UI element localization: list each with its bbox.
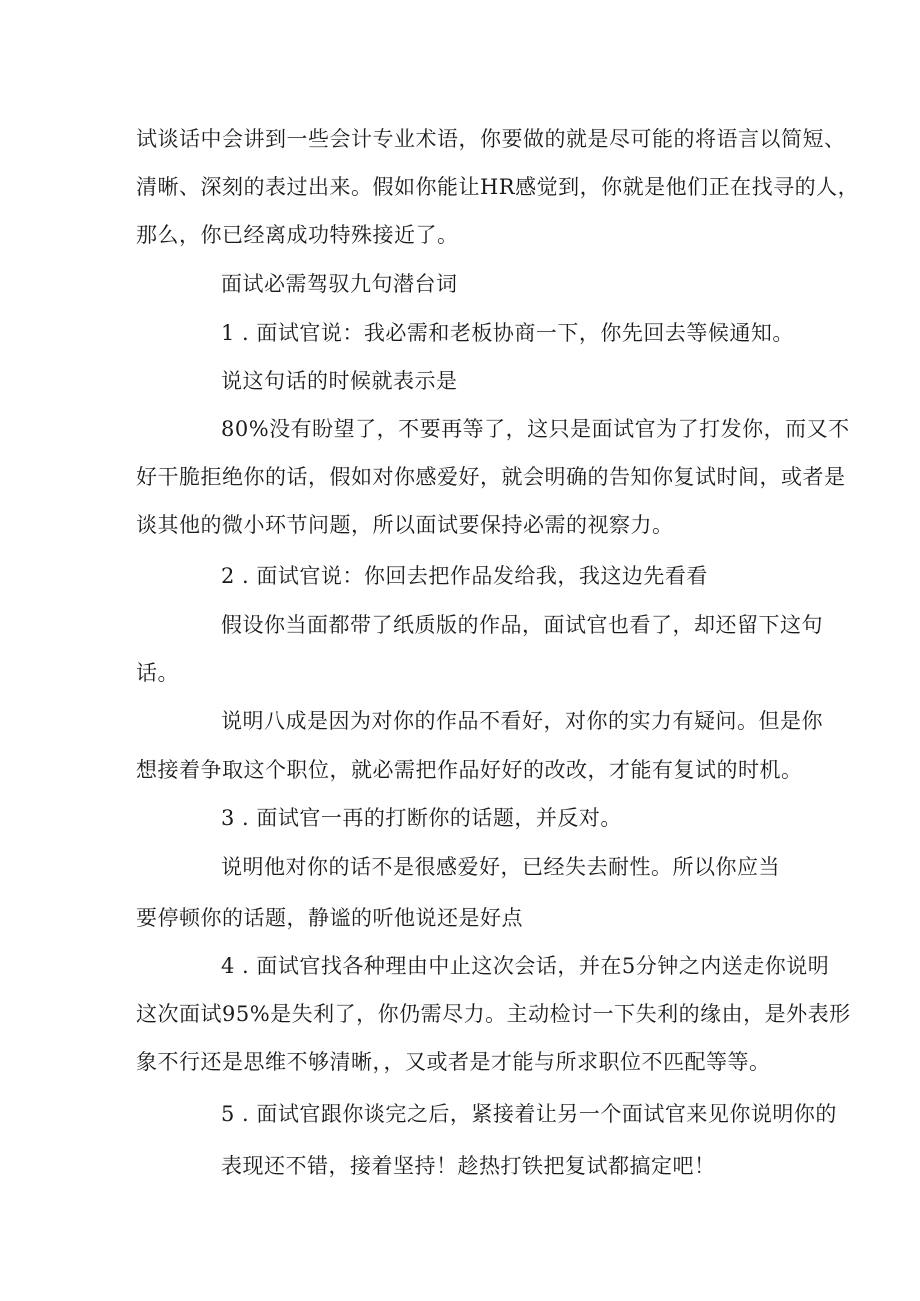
paragraph-line: 假设你当面都带了纸质版的作品，面试官也看了，却还留下这句 [221,613,823,637]
paragraph-line: 80%没有盼望了，不要再等了，这只是面试官为了打发你，而又不 [221,417,850,441]
list-item-5: 5 . 面试官跟你谈完之后，紧接着让另一个面试官来见你说明你的 [221,1102,837,1126]
paragraph-line: 好干脆拒绝你的话，假如对你感爱好，就会明确的告知你复试时间，或者是 [136,465,846,489]
paragraph-line: 说这句话的时候就表示是 [221,369,458,393]
paragraph-line: 想接着争取这个职位，就必需把作品好好的改改，才能有复试的时机。 [136,758,803,782]
paragraph-line: 谈其他的微小环节问题，所以面试要保持必需的视察力。 [136,513,674,537]
paragraph-line: 表现还不错，接着坚持！趁热打铁把复试都搞定吧！ [221,1154,716,1178]
list-item-4: 4 . 面试官找各种理由中止这次会话，并在5分钟之内送走你说明 [221,954,830,978]
list-item-2: 2 . 面试官说：你回去把作品发给我，我这边先看看 [221,564,708,588]
paragraph-line: 说明八成是因为对你的作品不看好，对你的实力有疑问。但是你 [221,709,823,733]
list-item-3: 3 . 面试官一再的打断你的话题，并反对。 [221,806,622,830]
paragraph-line: 试谈话中会讲到一些会计专业术语，你要做的就是尽可能的将语言以简短、 [136,127,846,151]
paragraph-line: 清晰、深刻的表过出来。假如你能让HR感觉到，你就是他们正在找寻的人， [136,175,860,199]
paragraph-line: 象不行还是思维不够清晰，，又或者是才能与所求职位不匹配等等。 [136,1050,771,1074]
paragraph-line: 说明他对你的话不是很感爱好，已经失去耐性。所以你应当 [221,855,780,879]
list-item-1: 1 . 面试官说：我必需和老板协商一下，你先回去等候通知。 [221,321,794,345]
paragraph-line: 要停顿你的话题，静谧的听他说还是好点 [136,906,523,930]
section-heading: 面试必需驾驭九句潜台词 [221,272,458,296]
paragraph-line: 那么，你已经离成功特殊接近了。 [136,223,459,247]
paragraph-line: 话。 [136,661,179,685]
paragraph-line: 这次面试95%是失利了，你仍需尽力。主动检讨一下失利的缘由，是外表形 [136,1002,851,1026]
